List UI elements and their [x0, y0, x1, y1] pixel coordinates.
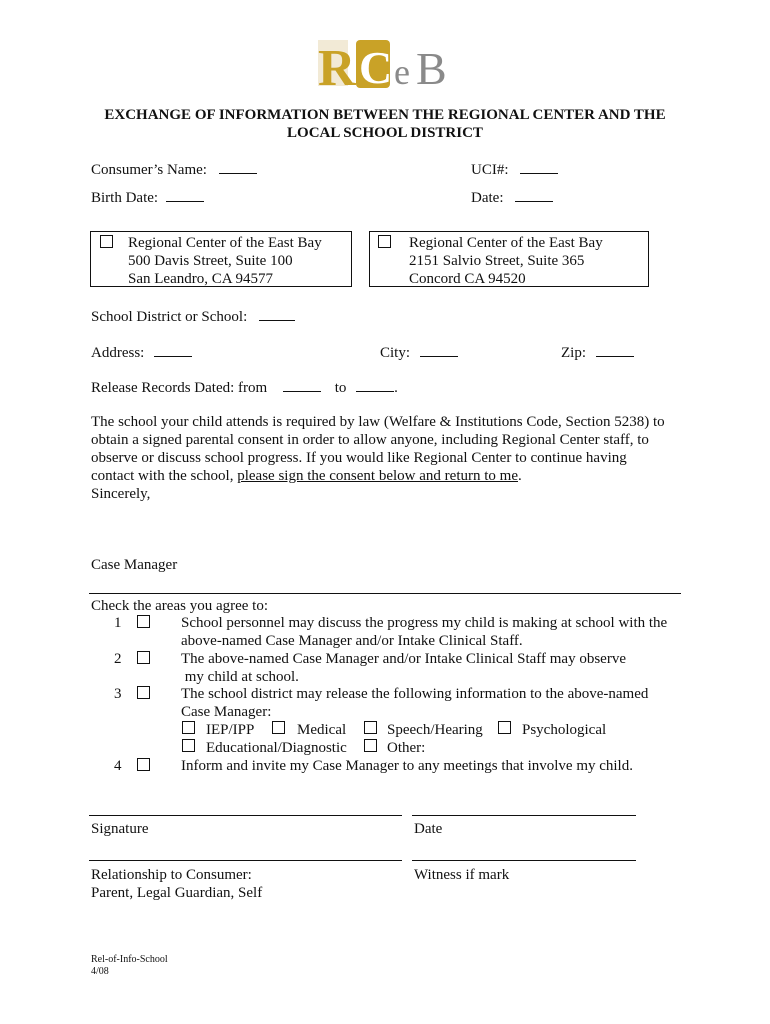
city-blank[interactable] — [420, 342, 458, 357]
birth-date-field[interactable] — [91, 187, 204, 207]
option-iep-ipp-checkbox[interactable] — [182, 721, 195, 734]
consent-item-1-checkbox[interactable] — [137, 615, 150, 628]
consent-item-1-line2: above-named Case Manager and/or Intake Clinical Staff. — [181, 633, 523, 649]
consumer-name-field[interactable] — [91, 159, 257, 179]
consumer-name-label: Consumer’s Name: — [91, 162, 207, 178]
uci-field[interactable] — [471, 159, 558, 179]
consent-item-4-checkbox[interactable] — [137, 758, 150, 771]
office-checkbox-concord[interactable] — [378, 235, 391, 248]
letter-line-1: The school your child attends is required by law (Welfare & Institutions Code, Section 5238) to — [91, 414, 665, 430]
release-to-label: to — [334, 380, 347, 396]
svg-text:B: B — [416, 43, 447, 94]
option-psychological-label: Psychological — [522, 722, 607, 738]
consent-item-4-number: 4 — [114, 758, 122, 774]
footer-revision: 4/08 — [91, 966, 109, 977]
letter-line-4-prefix: contact with the school, — [91, 468, 234, 484]
date-blank[interactable] — [515, 187, 553, 202]
date-line[interactable] — [412, 815, 636, 816]
signature-line[interactable] — [89, 815, 402, 816]
witness-label: Witness if mark — [414, 867, 510, 883]
document-title-line2: LOCAL SCHOOL DISTRICT — [287, 125, 483, 141]
letter-line-2: obtain a signed parental consent in order to allow anyone, including Regional Center staff, to — [91, 432, 649, 448]
release-label: Release Records Dated: from — [91, 380, 268, 396]
school-field[interactable] — [91, 306, 295, 326]
office-concord-line3: Concord CA 94520 — [409, 271, 526, 287]
consent-intro: Check the areas you agree to: — [91, 598, 269, 614]
consent-item-3-number: 3 — [114, 686, 122, 702]
consent-item-2-checkbox[interactable] — [137, 651, 150, 664]
svg-text:C: C — [359, 42, 393, 93]
consent-item-1-number: 1 — [114, 615, 122, 631]
office-concord-line2: 2151 Salvio Street, Suite 365 — [409, 253, 585, 269]
consent-item-3-line1: The school district may release the following information to the above-named — [181, 686, 649, 702]
svg-text:e: e — [394, 52, 410, 92]
option-speech-hearing-checkbox[interactable] — [364, 721, 377, 734]
office-san-leandro-line1: Regional Center of the East Bay — [128, 235, 322, 251]
document-title-line1: EXCHANGE OF INFORMATION BETWEEN THE REGIONAL CENTER AND THE — [104, 107, 666, 123]
uci-blank[interactable] — [520, 159, 558, 174]
letter-closing: Sincerely, — [91, 486, 151, 502]
rceb-logo — [316, 36, 454, 94]
option-psychological-checkbox[interactable] — [498, 721, 511, 734]
consent-item-2-line1: The above-named Case Manager and/or Intake Clinical Staff may observe — [181, 651, 626, 667]
office-san-leandro-line2: 500 Davis Street, Suite 100 — [128, 253, 293, 269]
consent-item-2-line2: my child at school. — [181, 669, 299, 685]
option-educational-diagnostic-label: Educational/Diagnostic — [206, 740, 347, 756]
date-label: Date: — [471, 190, 504, 206]
footer-form-id: Rel-of-Info-School — [91, 954, 168, 965]
zip-field[interactable] — [561, 342, 634, 362]
zip-blank[interactable] — [596, 342, 634, 357]
option-educational-diagnostic-checkbox[interactable] — [182, 739, 195, 752]
consent-item-2-number: 2 — [114, 651, 122, 667]
uci-label: UCI#: — [471, 162, 509, 178]
relationship-line[interactable] — [89, 860, 402, 861]
school-blank[interactable] — [259, 306, 295, 321]
consent-item-4-line1: Inform and invite my Case Manager to any meetings that involve my child. — [181, 758, 633, 774]
letter-sign-instruction: please sign the consent below and return to me — [237, 468, 518, 484]
relationship-options: Parent, Legal Guardian, Self — [91, 885, 263, 901]
city-field[interactable] — [380, 342, 458, 362]
release-to-blank[interactable] — [356, 377, 394, 392]
section-divider — [89, 593, 681, 594]
relationship-label: Relationship to Consumer: — [91, 867, 252, 883]
letter-line-4-suffix: . — [517, 468, 522, 484]
option-other-checkbox[interactable] — [364, 739, 377, 752]
office-san-leandro-line3: San Leandro, CA 94577 — [128, 271, 273, 287]
consumer-name-blank[interactable] — [219, 159, 257, 174]
birth-date-label: Birth Date: — [91, 190, 159, 206]
consent-item-3-checkbox[interactable] — [137, 686, 150, 699]
address-label: Address: — [91, 345, 145, 361]
office-concord-line1: Regional Center of the East Bay — [409, 235, 603, 251]
release-from-blank[interactable] — [283, 377, 321, 392]
school-label: School District or School: — [91, 309, 248, 325]
svg-text:R: R — [318, 40, 356, 94]
address-blank[interactable] — [154, 342, 192, 357]
zip-label: Zip: — [561, 345, 586, 361]
option-iep-ipp-label: IEP/IPP — [206, 722, 255, 738]
consent-item-1-line1: School personnel may discuss the progress my child is making at school with the — [181, 615, 668, 631]
option-medical-checkbox[interactable] — [272, 721, 285, 734]
option-speech-hearing-label: Speech/Hearing — [387, 722, 483, 738]
consent-item-3-line2: Case Manager: — [181, 704, 272, 720]
signature-date-label: Date — [414, 821, 443, 837]
letter-signer: Case Manager — [91, 557, 178, 573]
letter-line-4 — [91, 467, 522, 485]
office-checkbox-san-leandro[interactable] — [100, 235, 113, 248]
city-label: City: — [380, 345, 411, 361]
date-field[interactable] — [471, 187, 553, 207]
address-field[interactable] — [91, 342, 192, 362]
signature-label: Signature — [91, 821, 149, 837]
witness-line[interactable] — [412, 860, 636, 861]
option-medical-label: Medical — [297, 722, 347, 738]
letter-line-3: observe or discuss school progress. If you would like Regional Center to continue having — [91, 450, 627, 466]
option-other-label: Other: — [387, 740, 426, 756]
release-end-period: . — [394, 380, 398, 396]
release-records-field[interactable] — [91, 377, 398, 397]
birth-date-blank[interactable] — [166, 187, 204, 202]
